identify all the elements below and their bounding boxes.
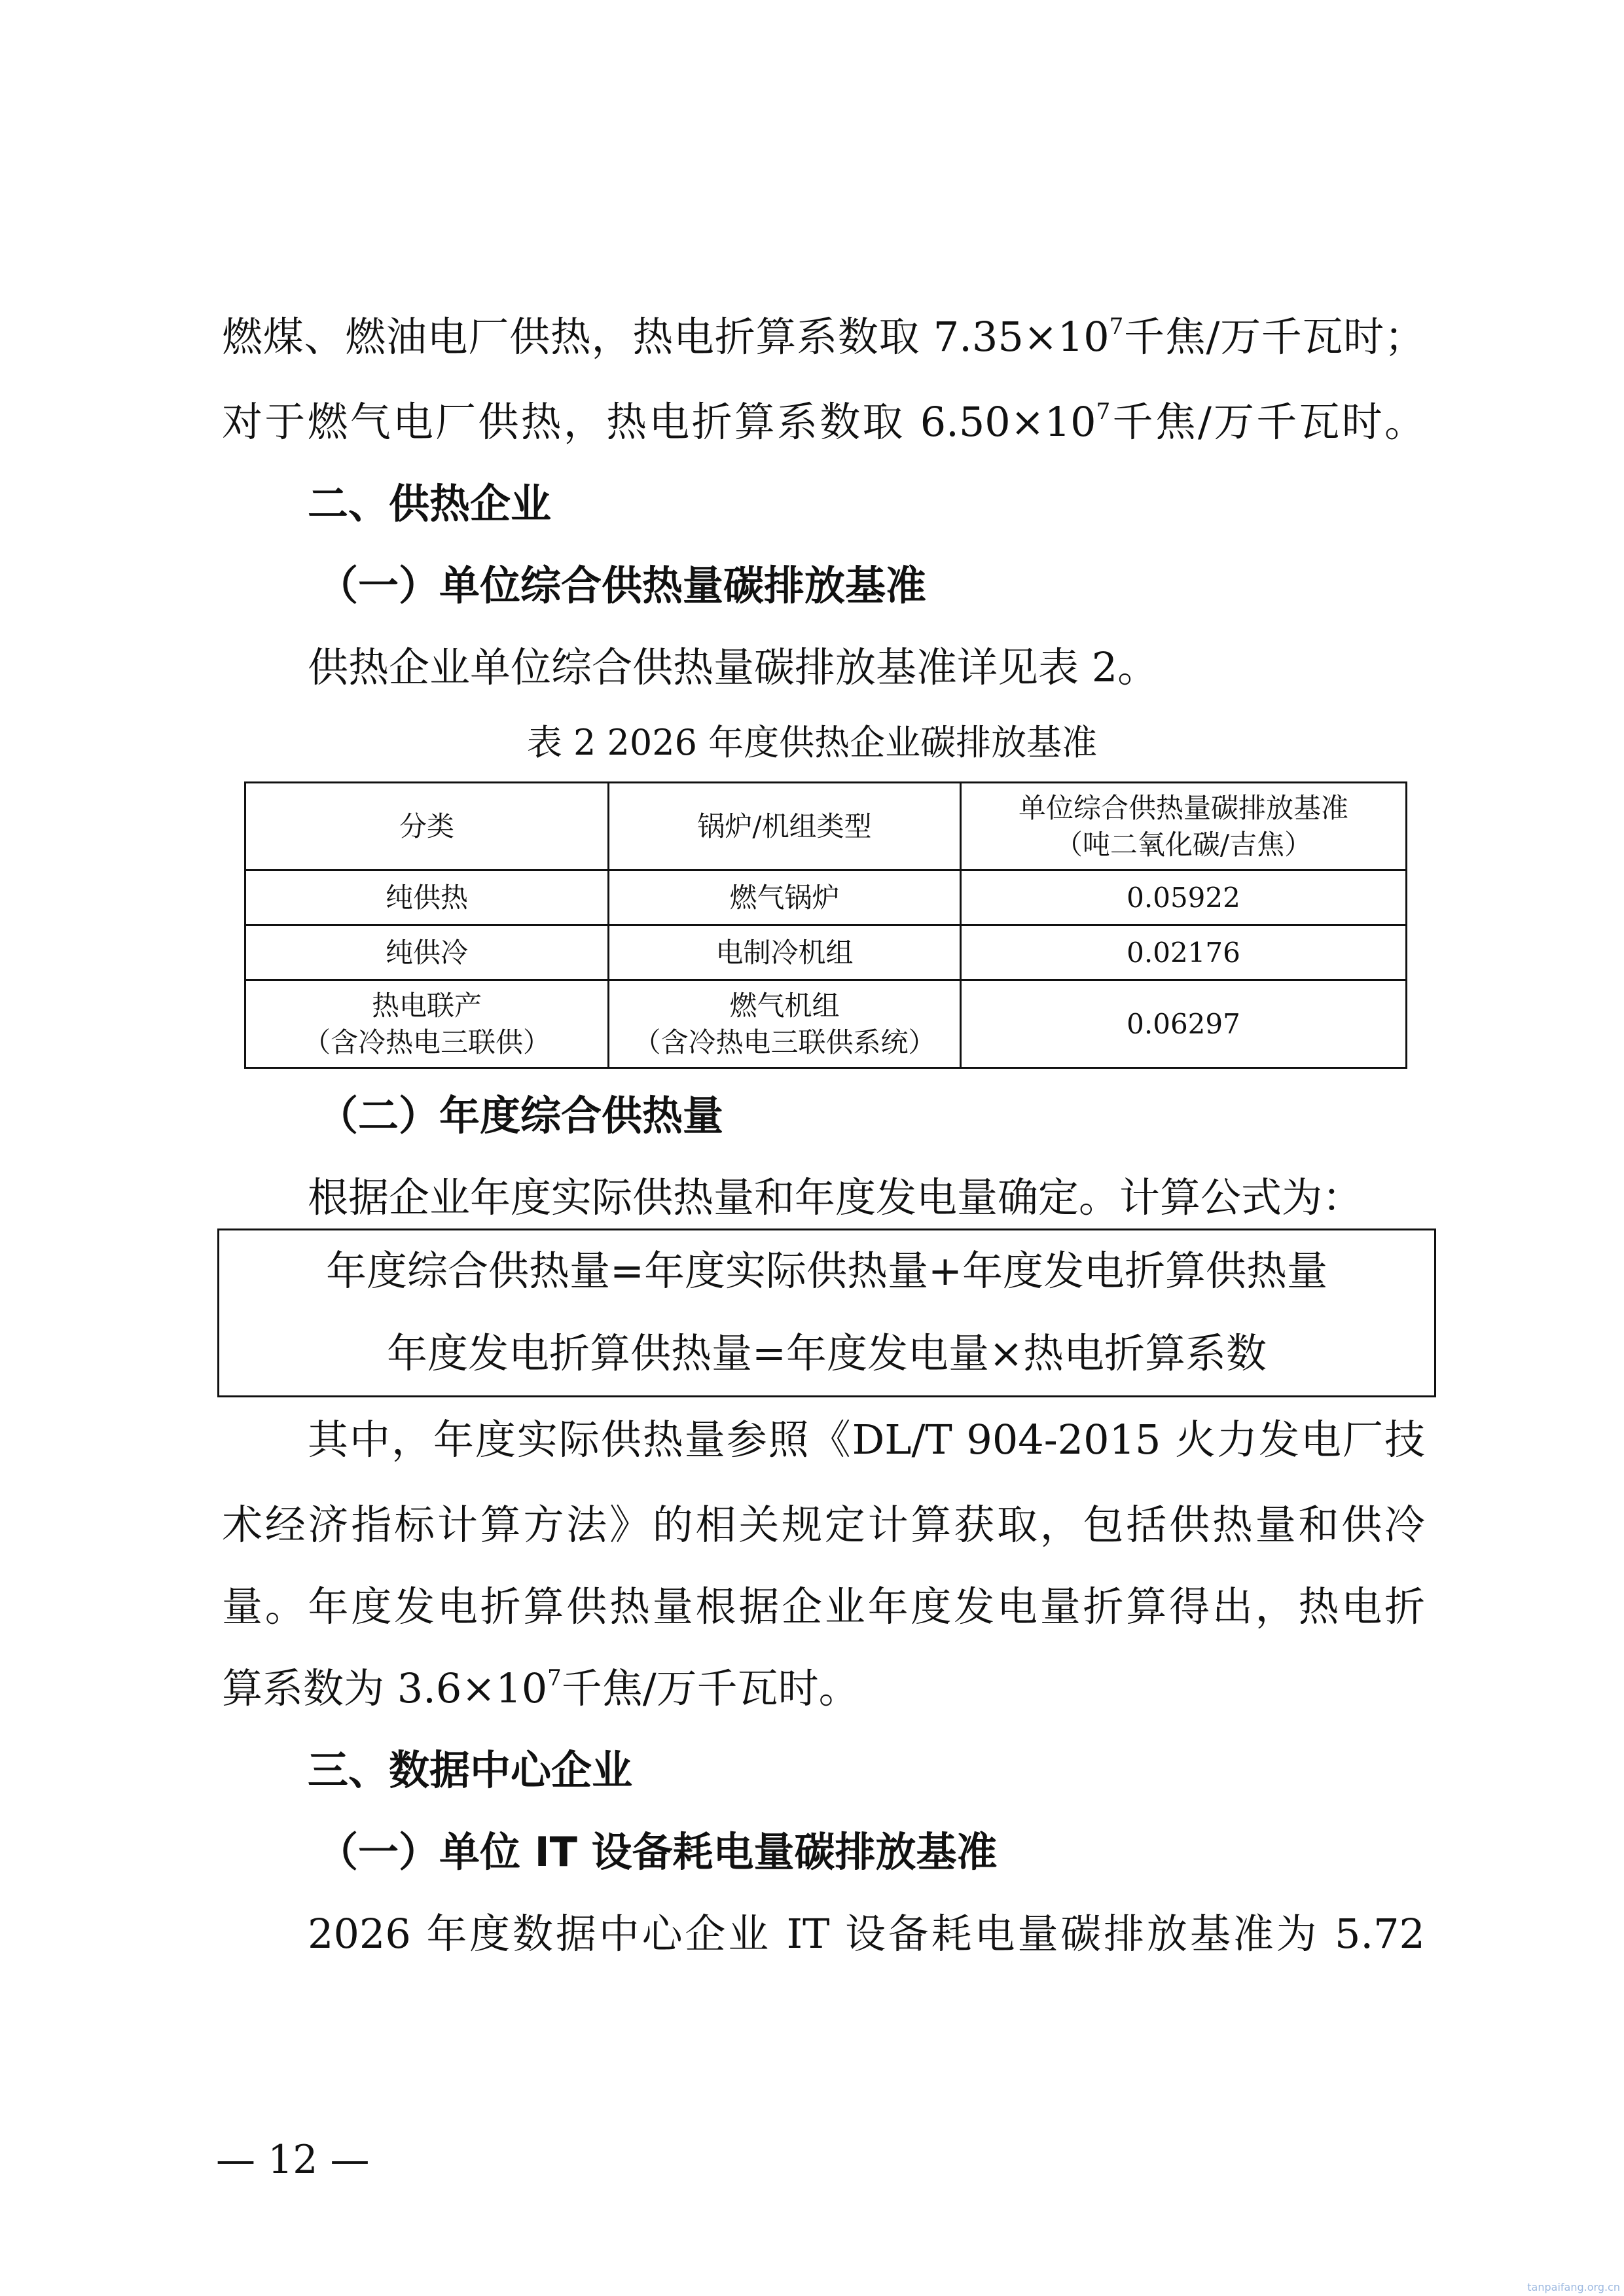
paragraph-line: 算系数为 $3.6\times 10^7$千焦/万千瓦时。: [222, 1664, 859, 1712]
table-cell: 0.05922: [961, 870, 1407, 925]
paragraph-line: 量。年度发电折算供热量根据企业年度发电量折算得出，热电折: [222, 1583, 1425, 1630]
table-row: [245, 925, 1407, 980]
superscript: 7: [1109, 314, 1124, 340]
table-cell: 热电联产 （含冷热电三联供）: [245, 980, 609, 1068]
paragraph-line: 供热企业单位综合供热量碳排放基准详见表 2。: [308, 643, 1159, 691]
paragraph-line: 2026 年度数据中心企业 IT 设备耗电量碳排放基准为 5.72: [308, 1910, 1425, 1958]
benchmark-table: [244, 781, 1407, 1069]
paragraph-line: 其中，年度实际供热量参照《DL/T 904-2015 火力发电厂技: [308, 1416, 1425, 1463]
table-cell: 纯供热: [245, 870, 609, 925]
formula-box: [217, 1229, 1436, 1397]
paragraph-line: 术经济指标计算方法》的相关规定计算获取，包括供热量和供冷: [222, 1501, 1425, 1549]
table-cell: 0.02176: [961, 925, 1407, 980]
paragraph-line: 燃煤、燃油电厂供热，热电折算系数取 $7.35\times 10^7$千焦/万千瓦时；: [222, 313, 1425, 361]
header-cell: 分类: [245, 783, 609, 870]
header-cell: 单位综合供热量碳排放基准 （吨二氧化碳/吉焦）: [961, 783, 1407, 870]
superscript: 7: [1096, 399, 1111, 425]
table-cell: 纯供冷: [245, 925, 609, 980]
paragraph-line: 根据企业年度实际供热量和年度发电量确定。计算公式为：: [308, 1174, 1363, 1221]
page-number: — 12 —: [216, 2137, 370, 2183]
table-header-row: [245, 783, 1407, 870]
section-heading: 二、供热企业: [308, 480, 552, 528]
subsection-heading: （二）年度综合供热量: [317, 1092, 724, 1139]
table-row: [245, 870, 1407, 925]
table-cell: 燃气机组 （含冷热电三联供系统）: [609, 980, 961, 1068]
table-cell: 0.06297: [961, 980, 1407, 1068]
table-row: [245, 980, 1407, 1068]
superscript: 7: [547, 1665, 562, 1691]
paragraph-line: 对于燃气电厂供热，热电折算系数取 $6.50\times 10^7$千焦/万千瓦时。: [222, 398, 1425, 446]
subsection-heading: （一）单位 IT 设备耗电量碳排放基准: [317, 1828, 998, 1876]
header-cell: 锅炉/机组类型: [609, 783, 961, 870]
table-cell: 燃气锅炉: [609, 870, 961, 925]
formula-line: 年度综合供热量=年度实际供热量+年度发电折算供热量: [326, 1247, 1327, 1295]
table-cell: 电制冷机组: [609, 925, 961, 980]
formula-line: 年度发电折算供热量=年度发电量×热电折算系数: [387, 1329, 1267, 1377]
section-heading: 三、数据中心企业: [308, 1746, 633, 1794]
table-caption: 表 2 2026 年度供热企业碳排放基准: [526, 722, 1098, 763]
watermark: tanpaifang.org.cn: [1527, 2281, 1620, 2293]
subsection-heading: （一）单位综合供热量碳排放基准: [317, 562, 927, 609]
